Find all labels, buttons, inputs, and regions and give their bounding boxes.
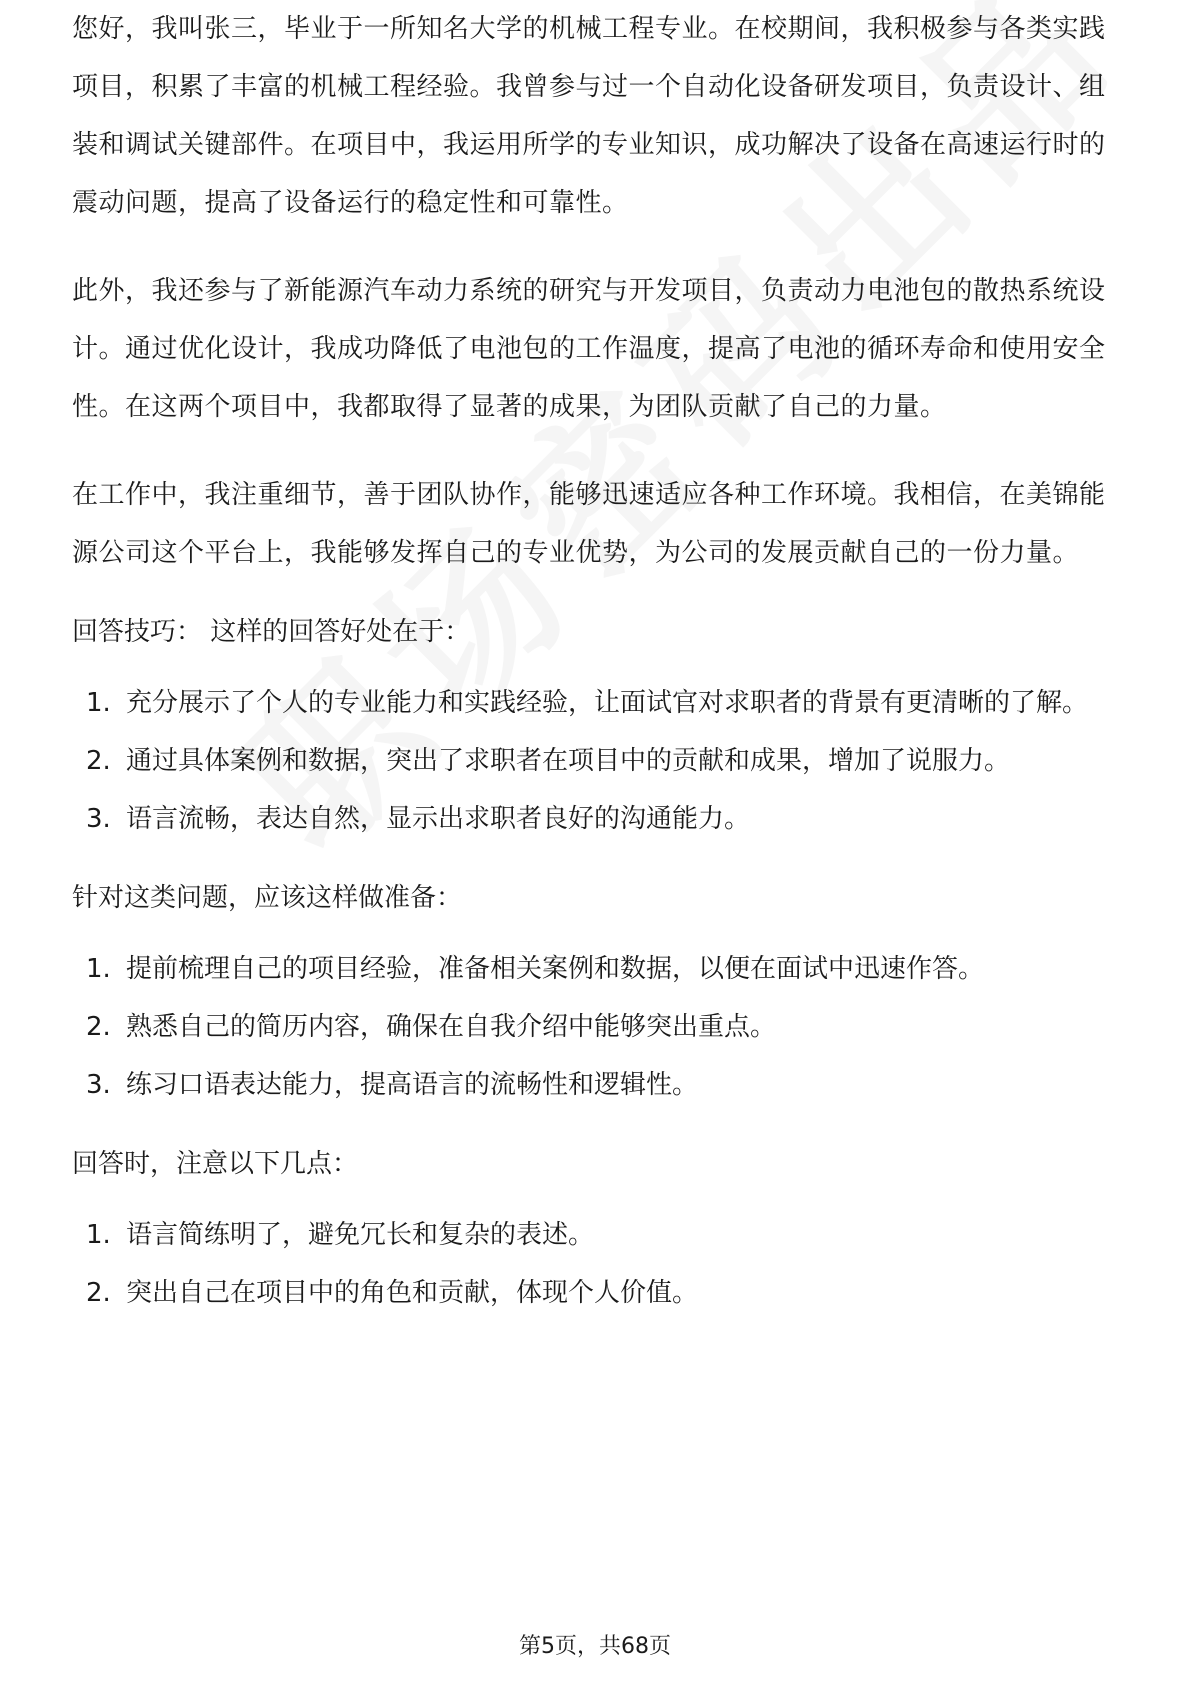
attention-heading: 回答时，注意以下几点： [72, 1149, 359, 1179]
project-paragraph: 此外，我还参与了新能源汽车动力系统的研究与开发项目，负责动力电池包的散热系统设计。通过优化设计，我成功降低了电池包的工作温度，提高了电池的循环寿命和使用安全性。在这两个项目中，我都取得了显著的成果，为团队贡献了自己的力量。 [72, 276, 1106, 422]
page-number-footer: 第5页，共68页 [519, 1634, 671, 1659]
list-item: 3. 语言流畅，表达自然，显示出求职者良好的沟通能力。 [86, 804, 751, 834]
answer-tips-heading: 回答技巧： 这样的回答好处在于： [72, 617, 471, 647]
page-content [72, 0, 1122, 1322]
list-item: 2. 熟悉自己的简历内容，确保在自我介绍中能够突出重点。 [86, 1012, 777, 1042]
preparation-list [72, 940, 1122, 1114]
closing-paragraph: 在工作中，我注重细节，善于团队协作，能够迅速适应各种工作环境。我相信，在美锦能源公司这个平台上，我能够发挥自己的专业优势，为公司的发展贡献自己的一份力量。 [72, 480, 1106, 568]
attention-list [72, 1206, 1122, 1322]
list-item: 1. 充分展示了个人的专业能力和实践经验，让面试官对求职者的背景有更清晰的了解。 [86, 688, 1089, 718]
list-item: 1. 提前梳理自己的项目经验，准备相关案例和数据，以便在面试中迅速作答。 [86, 954, 985, 984]
list-item: 2. 通过具体案例和数据，突出了求职者在项目中的贡献和成果，增加了说服力。 [86, 746, 1011, 776]
answer-tips-list [72, 674, 1122, 848]
list-item: 1. 语言简练明了，避免冗长和复杂的表述。 [86, 1220, 595, 1250]
list-item: 2. 突出自己在项目中的角色和贡献，体现个人价值。 [86, 1278, 699, 1308]
preparation-heading: 针对这类问题，应该这样做准备： [72, 883, 463, 913]
intro-paragraph: 您好，我叫张三，毕业于一所知名大学的机械工程专业。在校期间，我积极参与各类实践项目，积累了丰富的机械工程经验。我曾参与过一个自动化设备研发项目，负责设计、组装和调试关键部件。在项目中，我运用所学的专业知识，成功解决了设备在高速运行时的震动问题，提高了设备运行的稳定性和可靠性。 [72, 14, 1106, 218]
list-item: 3. 练习口语表达能力，提高语言的流畅性和逻辑性。 [86, 1070, 699, 1100]
